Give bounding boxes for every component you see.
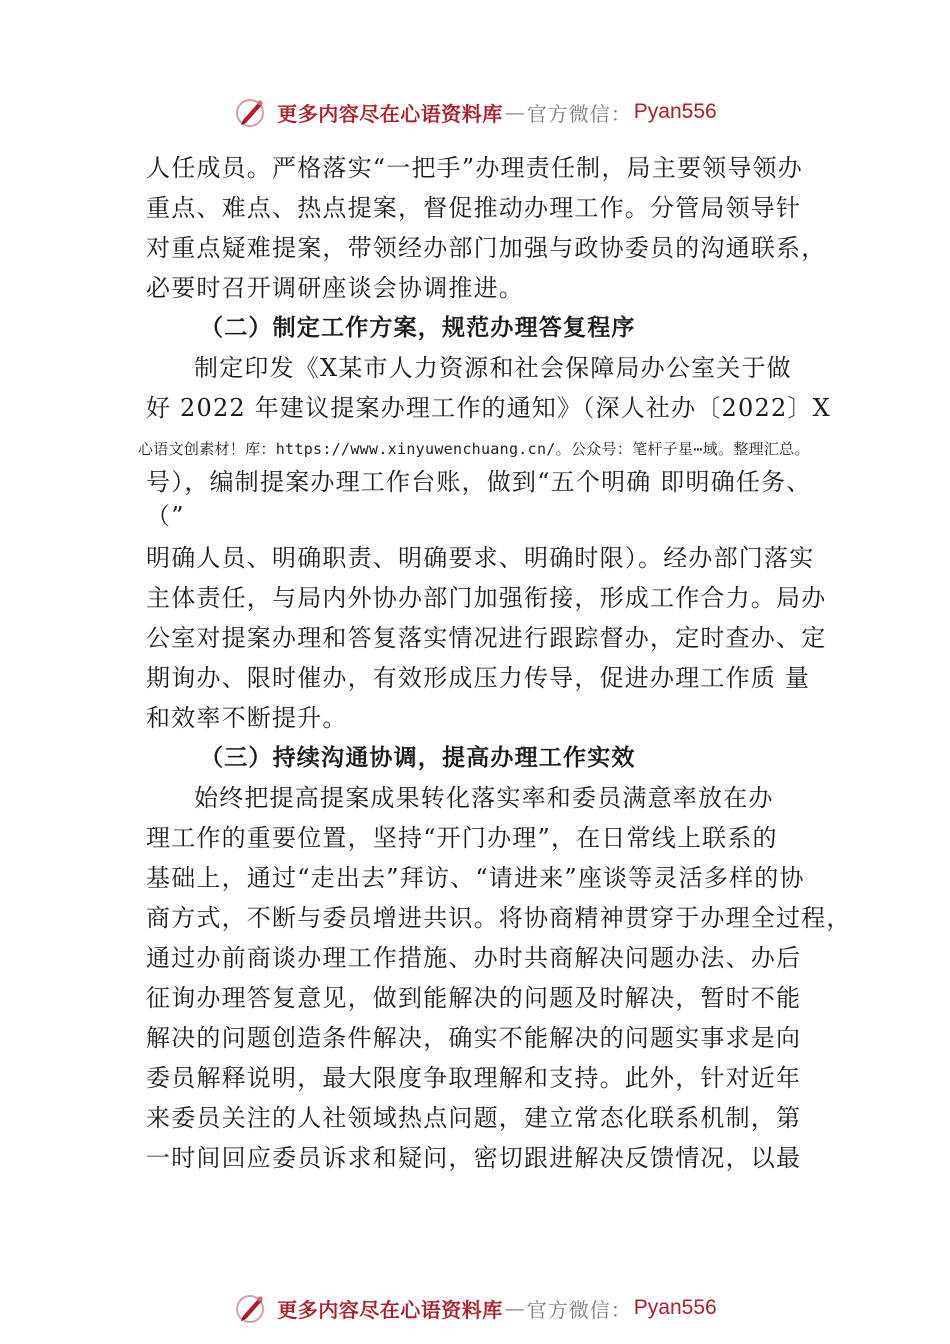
text-line: 重点、难点、热点提案，督促推动办理工作。分管局领导针 [146,194,802,222]
header-separator: — [504,100,525,124]
text-line: 委员解释说明，最大限度争取理解和支持。此外，针对近年 [146,1064,802,1092]
text-line: 和效率不断提升。 [146,704,348,732]
text-line: 主体责任，与局内外协办部门加强衔接，形成工作合力。局办 [146,584,827,612]
text-line: 商方式，不断与委员增进共识。将协商精神贯穿于办理全过程， [146,904,852,932]
section-heading-2: （二）制定工作方案，规范办理答复程序 [200,315,636,341]
footer-wechat-id: Pyan556 [633,1296,717,1319]
text-line: （” [146,502,185,530]
text-line: 基础上，通过“走出去”拜访、“请进来”座谈等灵活多样的协 [146,864,805,892]
pen-logo-icon [233,1290,269,1326]
section-heading-3: （三）持续沟通协调，提高办理工作实效 [200,745,636,771]
header-wechat-id: Pyan556 [633,100,717,123]
text-line: 征询办理答复意见，做到能解决的问题及时解决，暂时不能 [146,984,802,1012]
text-line: 制定印发《X某市人力资源和社会保障局办公室关于做 [194,354,792,382]
text-line: 号），编制提案办理工作台账，做到“五个明确 即明确任务、 [146,468,812,496]
text-line: 理工作的重要位置，坚持“开门办理”，在日常线上联系的 [146,824,778,852]
document-body [146,148,852,1178]
header-brand: 更多内容尽在心语资料库 [277,101,503,126]
text-line: 一时间回应委员诉求和疑问，密切跟进解决反馈情况，以最 [146,1144,802,1172]
header-banner [0,92,950,132]
text-line: 公室对提案办理和答复落实情况进行跟踪督办，定时查办、定 [146,624,827,652]
text-line: 来委员关注的人社领域热点问题，建立常态化联系机制，第 [146,1104,802,1132]
text-line: 好 2022 年建议提案办理工作的通知》（深人社办〔2022〕X [146,394,831,422]
text-line: 对重点疑难提案，带领经办部门加强与政协委员的沟通联系， [146,234,827,262]
footer-official-label: 官方微信： [526,1297,632,1322]
text-line: 期询办、限时催办，有效形成压力传导，促进办理工作质 量 [146,664,811,692]
watermark-text: 心语文创素材！库：https://www.xinyuwenchuang.cn/。公众号：笔杆子星⋯域。整理汇总。 [138,440,810,458]
footer-banner [0,1288,950,1328]
pen-logo-icon [233,94,269,130]
text-line: 必要时召开调研座谈会协调推进。 [146,274,524,302]
footer-separator: — [504,1296,525,1320]
text-line: 人任成员。严格落实“一把手”办理责任制，局主要领导领办 [146,154,803,182]
text-line: 明确人员、明确职责、明确要求、明确时限）。经办部门落实 [146,544,815,572]
footer-brand: 更多内容尽在心语资料库 [277,1297,503,1322]
text-line: 通过办前商谈办理工作措施、办时共商解决问题办法、办后 [146,944,802,972]
header-official-label: 官方微信： [526,101,632,126]
text-line: 始终把提高提案成果转化落实率和委员满意率放在办 [194,784,774,812]
text-line: 解决的问题创造条件解决，确实不能解决的问题实事求是向 [146,1024,802,1052]
